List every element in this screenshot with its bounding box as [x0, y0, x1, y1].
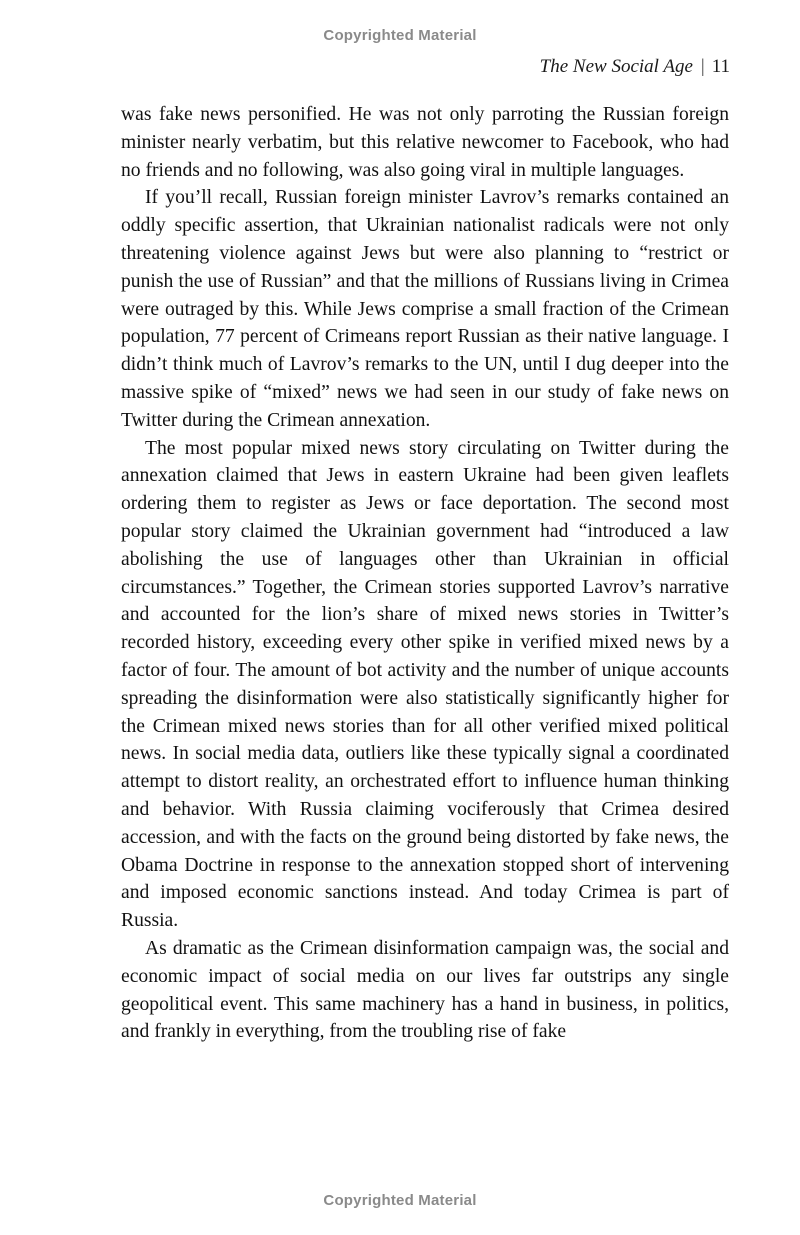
- paragraph-social-impact: As dramatic as the Crimean disinformation campaign was, the social and economic impact of social media on our lives far outstrips any single geopolitical event. This same machinery has a hand in business, in politics, and frankly in everything, from the troubling rise of fake: [121, 937, 729, 1043]
- running-head: [540, 56, 730, 78]
- body-text: [121, 101, 729, 1046]
- page-number: 11: [711, 56, 730, 77]
- paragraph-continuation: was fake news personified. He was not only parroting the Russian foreign minister nearly verbatim, but this relative newcomer to Facebook, who had no friends and no following, was also going viral in multiple languages.: [121, 104, 729, 181]
- copyright-watermark-bottom: Copyrighted Material: [323, 1192, 477, 1209]
- paragraph-lavrov-remarks: If you’ll recall, Russian foreign minister Lavrov’s remarks contained an oddly specific assertion, that Ukrainian nationalist radicals were not only threatening violence against Jews but were also planning to “restrict or punish the use of Russian” and that the millions of Russians living in Crimea were outraged by this. While Jews comprise a small fraction of the Crimean population, 77 percent of Crimeans report Russian as their native language. I didn’t think much of Lavrov’s remarks to the UN, until I dug deeper into the massive spike of “mixed” news we had seen in our study of fake news on Twitter during the Crimean annexation.: [121, 187, 729, 431]
- copyright-watermark-top: Copyrighted Material: [323, 27, 477, 44]
- paragraph-mixed-news-story: The most popular mixed news story circulating on Twitter during the annexation claimed that Jews in eastern Ukraine had been given leaflets ordering them to register as Jews or face deportation. The second most popular story claimed the Ukrainian government had “introduced a law abolishing the use of languages other than Ukrainian in official circumstances.” Together, the Crimean stories supported Lavrov’s narrative and accounted for the lion’s share of mixed news stories in Twitter’s recorded history, exceeding every other spike in verified mixed news by a factor of four. The amount of bot activity and the number of unique accounts spreading the disinformation were also statistically significantly higher for the Crimean mixed news stories than for all other verified mixed political news. In social media data, outliers like these typically signal a coordinated attempt to distort reality, an orchestrated effort to influence human thinking and behavior. With Russia claiming vociferously that Crimea desired accession, and with the facts on the ground being distorted by fake news, the Obama Doctrine in response to the annexation stopped short of intervening and imposed economic sanctions instead. And today Crimea is part of Russia.: [121, 437, 729, 932]
- running-head-divider: |: [700, 56, 705, 77]
- running-head-title: The New Social Age: [539, 56, 693, 77]
